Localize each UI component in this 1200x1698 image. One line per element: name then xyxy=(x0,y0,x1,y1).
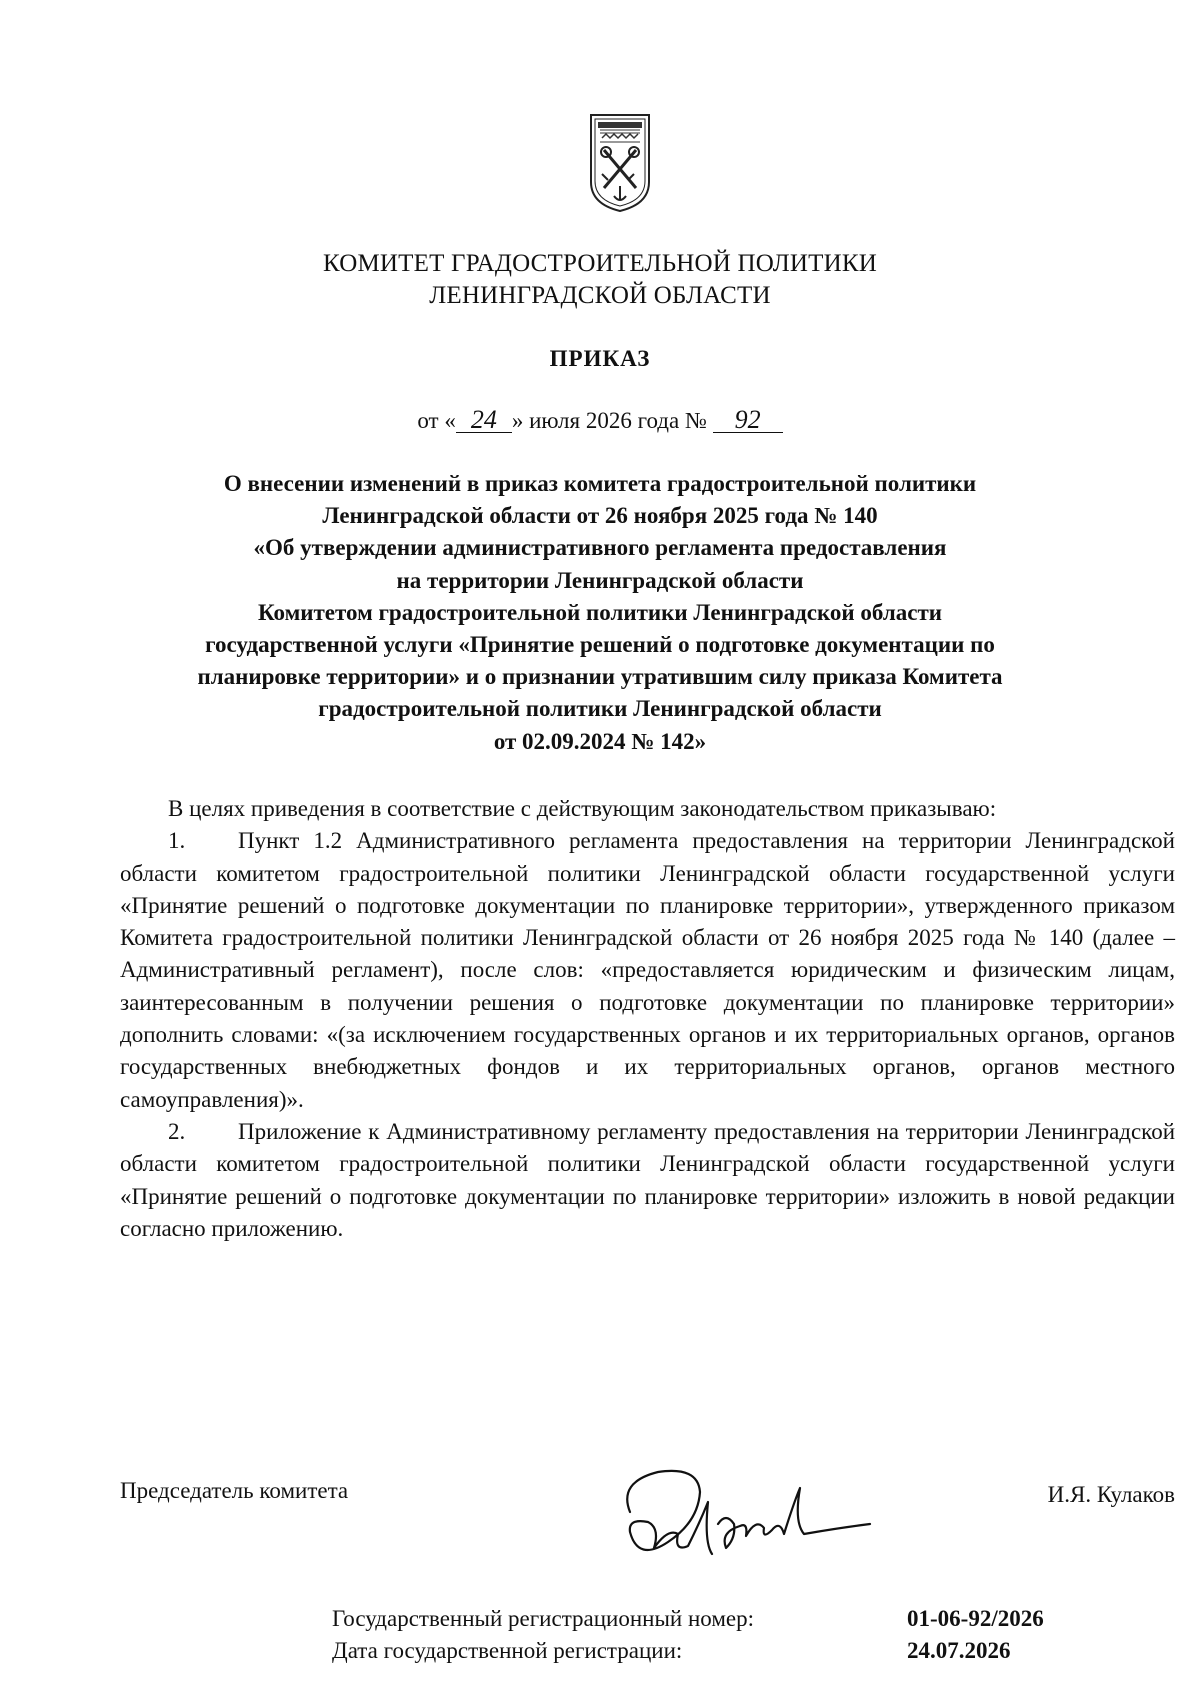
committee-line-1: КОМИТЕТ ГРАДОСТРОИТЕЛЬНОЙ ПОЛИТИКИ xyxy=(322,250,877,277)
order-date-line xyxy=(0,405,1200,434)
subject-line: О внесении изменений в приказ комитета градостроительной политики xyxy=(223,471,977,496)
subject-line: планировке территории» и о признании утратившим силу приказа Комитета xyxy=(197,664,1003,690)
item-1-number: 1. xyxy=(168,828,186,854)
subject-line: «Об утверждении административного регламента предоставления xyxy=(253,535,947,561)
subject-line: Ленинградской области от 26 ноября 2025 года № 140 xyxy=(322,503,878,529)
order-body xyxy=(120,793,1175,1245)
item-2 xyxy=(120,1116,1175,1245)
subject-line: Комитетом градостроительной политики Ленинградской области xyxy=(258,599,942,625)
signature-block xyxy=(120,1462,1175,1572)
subject-line: от 02.09.2024 № 142» xyxy=(493,728,707,754)
item-1-text: Пункт 1.2 Административного регламента предоставления на территории Ленинградской области комитетом градостроительной политики Ленинградской области государственной услуги «Принятие решений о подготовке документации по планировке территории», утвержденного приказом Комитета градостроительной политики Ленинградской области от 26 ноября 2025 года № 140 (далее – Административный регламент), после слов: «предоставляется юридическим и физическим лицам, заинтересованным в получении решения о подготовке документации по планировке территории» дополнить словами: «(за исключением государственных органов и их территориальных органов, органов государственных внебюджетных фондов и их территориальных органов, органов местного самоуправления)». xyxy=(120,828,1175,1112)
signatory-name: И.Я. Кулаков xyxy=(1047,1482,1175,1507)
registration-number-row xyxy=(332,1603,1044,1635)
signatory-position: Председатель комитета xyxy=(120,1478,349,1503)
committee-name xyxy=(0,248,1200,312)
handwritten-signature xyxy=(608,1462,878,1572)
registration-number-value: 01-06-92/2026 xyxy=(907,1606,1044,1631)
subject-line: градостроительной политики Ленинградской области xyxy=(318,696,882,722)
item-2-number: 2. xyxy=(168,1118,186,1144)
registration-date-label: Дата государственной регистрации: xyxy=(332,1638,683,1663)
document-type: ПРИКАЗ xyxy=(549,346,651,371)
committee-line-2: ЛЕНИНГРАДСКОЙ ОБЛАСТИ xyxy=(429,282,771,309)
item-2-text: Приложение к Административному регламенту предоставления на территории Ленинградской области комитетом градостроительной политики Ленинградской области государственной услуги «Принятие решений о подготовке документации по планировке территории» изложить в новой редакции согласно приложению. xyxy=(120,1118,1175,1241)
registration-date-row xyxy=(332,1635,1044,1667)
coat-of-arms-emblem xyxy=(588,112,652,214)
order-number: 92 xyxy=(713,408,783,433)
date-day: 24 xyxy=(456,408,512,433)
registration-block xyxy=(332,1603,1044,1667)
subject-line: на территории Ленинградской области xyxy=(396,567,804,593)
item-1 xyxy=(120,825,1175,1116)
registration-number-label: Государственный регистрационный номер: xyxy=(332,1606,755,1631)
date-prefix: от « xyxy=(417,408,456,433)
registration-date-value: 24.07.2026 xyxy=(907,1638,1011,1663)
subject-line: государственной услуги «Принятие решений о подготовке документации по xyxy=(205,632,995,658)
date-middle: » июля 2026 года № xyxy=(511,408,707,433)
intro-paragraph: В целях приведения в соответствие с действующим законодательством приказываю: xyxy=(168,796,997,821)
order-subject xyxy=(0,468,1200,758)
